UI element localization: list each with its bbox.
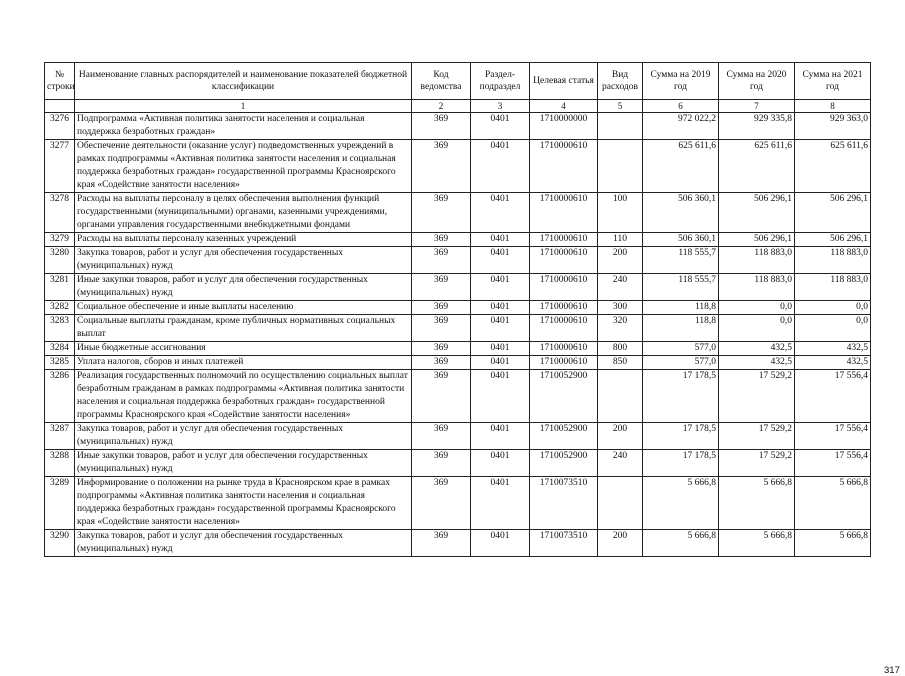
dept-code-cell: 369 xyxy=(412,423,471,450)
row-name-cell: Закупка товаров, работ и услуг для обеспечения государственных (муниципальных) нужд xyxy=(75,247,412,274)
sum-2020-cell: 506 296,1 xyxy=(719,193,795,233)
row-number-cell: 3288 xyxy=(45,450,75,477)
table-row xyxy=(45,342,871,356)
sum-2021-cell: 0,0 xyxy=(795,315,871,342)
row-number-cell: 3282 xyxy=(45,301,75,315)
row-number-cell: 3278 xyxy=(45,193,75,233)
sum-2019-cell: 577,0 xyxy=(643,356,719,370)
dept-code-cell: 369 xyxy=(412,477,471,530)
row-number-cell: 3276 xyxy=(45,113,75,140)
header-target-article: Целевая статья xyxy=(530,63,598,100)
sum-2019-cell: 118,8 xyxy=(643,301,719,315)
column-number: 4 xyxy=(530,100,598,113)
expense-type-cell: 320 xyxy=(598,315,643,342)
sum-2019-cell: 625 611,6 xyxy=(643,140,719,193)
column-number-row xyxy=(45,100,871,113)
table-row xyxy=(45,274,871,301)
row-number-cell: 3284 xyxy=(45,342,75,356)
row-name-cell: Информирование о положении на рынке труда в Красноярском крае в рамках подпрограммы «Активная политика занятости населения и социальная поддержка безработных граждан» государственной программы Красноярского края «Содействие занятости населения» xyxy=(75,477,412,530)
expense-type-cell xyxy=(598,370,643,423)
table-row xyxy=(45,233,871,247)
row-name-cell: Закупка товаров, работ и услуг для обеспечения государственных (муниципальных) нужд xyxy=(75,530,412,557)
row-name-cell: Уплата налогов, сборов и иных платежей xyxy=(75,356,412,370)
sum-2019-cell: 972 022,2 xyxy=(643,113,719,140)
row-number-cell: 3289 xyxy=(45,477,75,530)
table-row xyxy=(45,370,871,423)
sum-2021-cell: 432,5 xyxy=(795,356,871,370)
column-number: 8 xyxy=(795,100,871,113)
table-row xyxy=(45,247,871,274)
target-article-cell: 1710000610 xyxy=(530,274,598,301)
section-cell: 0401 xyxy=(471,193,530,233)
sum-2019-cell: 506 360,1 xyxy=(643,233,719,247)
row-number-cell: 3290 xyxy=(45,530,75,557)
target-article-cell: 1710000610 xyxy=(530,140,598,193)
expense-type-cell xyxy=(598,113,643,140)
table-row xyxy=(45,477,871,530)
row-name-cell: Социальное обеспечение и иные выплаты населению xyxy=(75,301,412,315)
column-number: 6 xyxy=(643,100,719,113)
table-row xyxy=(45,140,871,193)
header-dept-code: Код ведомства xyxy=(412,63,471,100)
dept-code-cell: 369 xyxy=(412,450,471,477)
sum-2021-cell: 118 883,0 xyxy=(795,247,871,274)
dept-code-cell: 369 xyxy=(412,113,471,140)
row-name-cell: Расходы на выплаты персоналу казенных учреждений xyxy=(75,233,412,247)
sum-2019-cell: 5 666,8 xyxy=(643,530,719,557)
dept-code-cell: 369 xyxy=(412,342,471,356)
sum-2019-cell: 17 178,5 xyxy=(643,450,719,477)
header-sum-2019: Сумма на 2019 год xyxy=(643,63,719,100)
sum-2019-cell: 5 666,8 xyxy=(643,477,719,530)
target-article-cell: 1710073510 xyxy=(530,477,598,530)
sum-2019-cell: 17 178,5 xyxy=(643,423,719,450)
expense-type-cell: 850 xyxy=(598,356,643,370)
row-number-cell: 3280 xyxy=(45,247,75,274)
sum-2020-cell: 506 296,1 xyxy=(719,233,795,247)
sum-2021-cell: 506 296,1 xyxy=(795,193,871,233)
sum-2020-cell: 432,5 xyxy=(719,342,795,356)
dept-code-cell: 369 xyxy=(412,193,471,233)
table-row xyxy=(45,530,871,557)
sum-2021-cell: 17 556,4 xyxy=(795,423,871,450)
row-name-cell: Иные закупки товаров, работ и услуг для обеспечения государственных (муниципальных) нужд xyxy=(75,274,412,301)
row-name-cell: Обеспечение деятельности (оказание услуг) подведомственных учреждений в рамках подпрограммы «Активная политика занятости населения и социальная поддержка безработных граждан» государственной программы Красноярского края «Содействие занятости населения» xyxy=(75,140,412,193)
header-sum-2021: Сумма на 2021 год xyxy=(795,63,871,100)
column-number: 7 xyxy=(719,100,795,113)
row-name-cell: Расходы на выплаты персоналу в целях обеспечения выполнения функций государственными (муниципальными) органами, казенными учреждениями, органами управления государственными внебюджетными фондами xyxy=(75,193,412,233)
section-cell: 0401 xyxy=(471,477,530,530)
section-cell: 0401 xyxy=(471,274,530,301)
row-number-cell: 3281 xyxy=(45,274,75,301)
dept-code-cell: 369 xyxy=(412,315,471,342)
section-cell: 0401 xyxy=(471,530,530,557)
sum-2020-cell: 118 883,0 xyxy=(719,274,795,301)
row-name-cell: Социальные выплаты гражданам, кроме публичных нормативных социальных выплат xyxy=(75,315,412,342)
row-name-cell: Подпрограмма «Активная политика занятости населения и социальная поддержка безработных граждан» xyxy=(75,113,412,140)
expense-type-cell: 800 xyxy=(598,342,643,356)
sum-2020-cell: 0,0 xyxy=(719,315,795,342)
budget-document xyxy=(44,62,900,676)
header-name: Наименование главных распорядителей и наименование показателей бюджетной классификации xyxy=(75,63,412,100)
table-header-row xyxy=(45,63,871,100)
column-number: 5 xyxy=(598,100,643,113)
sum-2020-cell: 5 666,8 xyxy=(719,477,795,530)
table-row xyxy=(45,356,871,370)
section-cell: 0401 xyxy=(471,356,530,370)
row-number-cell: 3283 xyxy=(45,315,75,342)
row-name-cell: Иные закупки товаров, работ и услуг для обеспечения государственных (муниципальных) нужд xyxy=(75,450,412,477)
sum-2019-cell: 118 555,7 xyxy=(643,274,719,301)
target-article-cell: 1710073510 xyxy=(530,530,598,557)
target-article-cell: 1710000610 xyxy=(530,233,598,247)
expense-type-cell: 200 xyxy=(598,423,643,450)
table-row xyxy=(45,301,871,315)
target-article-cell: 1710000610 xyxy=(530,342,598,356)
header-sum-2020: Сумма на 2020 год xyxy=(719,63,795,100)
sum-2020-cell: 625 611,6 xyxy=(719,140,795,193)
sum-2020-cell: 0,0 xyxy=(719,301,795,315)
row-name-cell: Закупка товаров, работ и услуг для обеспечения государственных (муниципальных) нужд xyxy=(75,423,412,450)
table-row xyxy=(45,450,871,477)
section-cell: 0401 xyxy=(471,140,530,193)
sum-2019-cell: 506 360,1 xyxy=(643,193,719,233)
section-cell: 0401 xyxy=(471,247,530,274)
sum-2021-cell: 17 556,4 xyxy=(795,370,871,423)
sum-2019-cell: 17 178,5 xyxy=(643,370,719,423)
table-row xyxy=(45,423,871,450)
column-number: 1 xyxy=(75,100,412,113)
table-row xyxy=(45,315,871,342)
target-article-cell: 1710000610 xyxy=(530,356,598,370)
target-article-cell: 1710052900 xyxy=(530,450,598,477)
section-cell: 0401 xyxy=(471,370,530,423)
section-cell: 0401 xyxy=(471,450,530,477)
sum-2021-cell: 5 666,8 xyxy=(795,477,871,530)
expense-type-cell: 200 xyxy=(598,530,643,557)
target-article-cell: 1710000610 xyxy=(530,247,598,274)
dept-code-cell: 369 xyxy=(412,530,471,557)
dept-code-cell: 369 xyxy=(412,301,471,315)
dept-code-cell: 369 xyxy=(412,140,471,193)
row-number-cell: 3286 xyxy=(45,370,75,423)
table-row xyxy=(45,113,871,140)
column-number: 3 xyxy=(471,100,530,113)
row-name-cell: Реализация государственных полномочий по осуществлению социальных выплат безработным гражданам в рамках подпрограммы «Активная политика занятости населения и социальная поддержка безработных граждан» государственной программы Красноярского края «Содействие занятости населения» xyxy=(75,370,412,423)
target-article-cell: 1710000000 xyxy=(530,113,598,140)
sum-2021-cell: 0,0 xyxy=(795,301,871,315)
expense-type-cell xyxy=(598,477,643,530)
dept-code-cell: 369 xyxy=(412,370,471,423)
sum-2019-cell: 577,0 xyxy=(643,342,719,356)
row-number-cell: 3287 xyxy=(45,423,75,450)
dept-code-cell: 369 xyxy=(412,247,471,274)
expense-type-cell: 300 xyxy=(598,301,643,315)
sum-2021-cell: 929 363,0 xyxy=(795,113,871,140)
expense-type-cell: 100 xyxy=(598,193,643,233)
target-article-cell: 1710052900 xyxy=(530,370,598,423)
header-section: Раздел-подраздел xyxy=(471,63,530,100)
column-number xyxy=(45,100,75,113)
section-cell: 0401 xyxy=(471,342,530,356)
row-number-cell: 3277 xyxy=(45,140,75,193)
target-article-cell: 1710000610 xyxy=(530,193,598,233)
section-cell: 0401 xyxy=(471,423,530,450)
dept-code-cell: 369 xyxy=(412,356,471,370)
row-number-cell: 3279 xyxy=(45,233,75,247)
header-row-number: № строки xyxy=(45,63,75,100)
budget-table xyxy=(44,62,871,557)
expense-type-cell: 240 xyxy=(598,450,643,477)
column-number: 2 xyxy=(412,100,471,113)
expense-type-cell xyxy=(598,140,643,193)
sum-2021-cell: 5 666,8 xyxy=(795,530,871,557)
sum-2021-cell: 506 296,1 xyxy=(795,233,871,247)
expense-type-cell: 240 xyxy=(598,274,643,301)
target-article-cell: 1710000610 xyxy=(530,301,598,315)
sum-2020-cell: 118 883,0 xyxy=(719,247,795,274)
target-article-cell: 1710000610 xyxy=(530,315,598,342)
row-number-cell: 3285 xyxy=(45,356,75,370)
row-name-cell: Иные бюджетные ассигнования xyxy=(75,342,412,356)
sum-2021-cell: 17 556,4 xyxy=(795,450,871,477)
sum-2021-cell: 625 611,6 xyxy=(795,140,871,193)
sum-2021-cell: 432,5 xyxy=(795,342,871,356)
sum-2020-cell: 432,5 xyxy=(719,356,795,370)
sum-2021-cell: 118 883,0 xyxy=(795,274,871,301)
section-cell: 0401 xyxy=(471,233,530,247)
table-row xyxy=(45,193,871,233)
sum-2019-cell: 118,8 xyxy=(643,315,719,342)
expense-type-cell: 200 xyxy=(598,247,643,274)
dept-code-cell: 369 xyxy=(412,274,471,301)
sum-2020-cell: 17 529,2 xyxy=(719,370,795,423)
expense-type-cell: 110 xyxy=(598,233,643,247)
sum-2019-cell: 118 555,7 xyxy=(643,247,719,274)
section-cell: 0401 xyxy=(471,315,530,342)
page-number: 317 xyxy=(884,665,900,676)
dept-code-cell: 369 xyxy=(412,233,471,247)
sum-2020-cell: 17 529,2 xyxy=(719,450,795,477)
sum-2020-cell: 5 666,8 xyxy=(719,530,795,557)
sum-2020-cell: 17 529,2 xyxy=(719,423,795,450)
sum-2020-cell: 929 335,8 xyxy=(719,113,795,140)
header-expense-type: Вид расходов xyxy=(598,63,643,100)
section-cell: 0401 xyxy=(471,113,530,140)
target-article-cell: 1710052900 xyxy=(530,423,598,450)
section-cell: 0401 xyxy=(471,301,530,315)
